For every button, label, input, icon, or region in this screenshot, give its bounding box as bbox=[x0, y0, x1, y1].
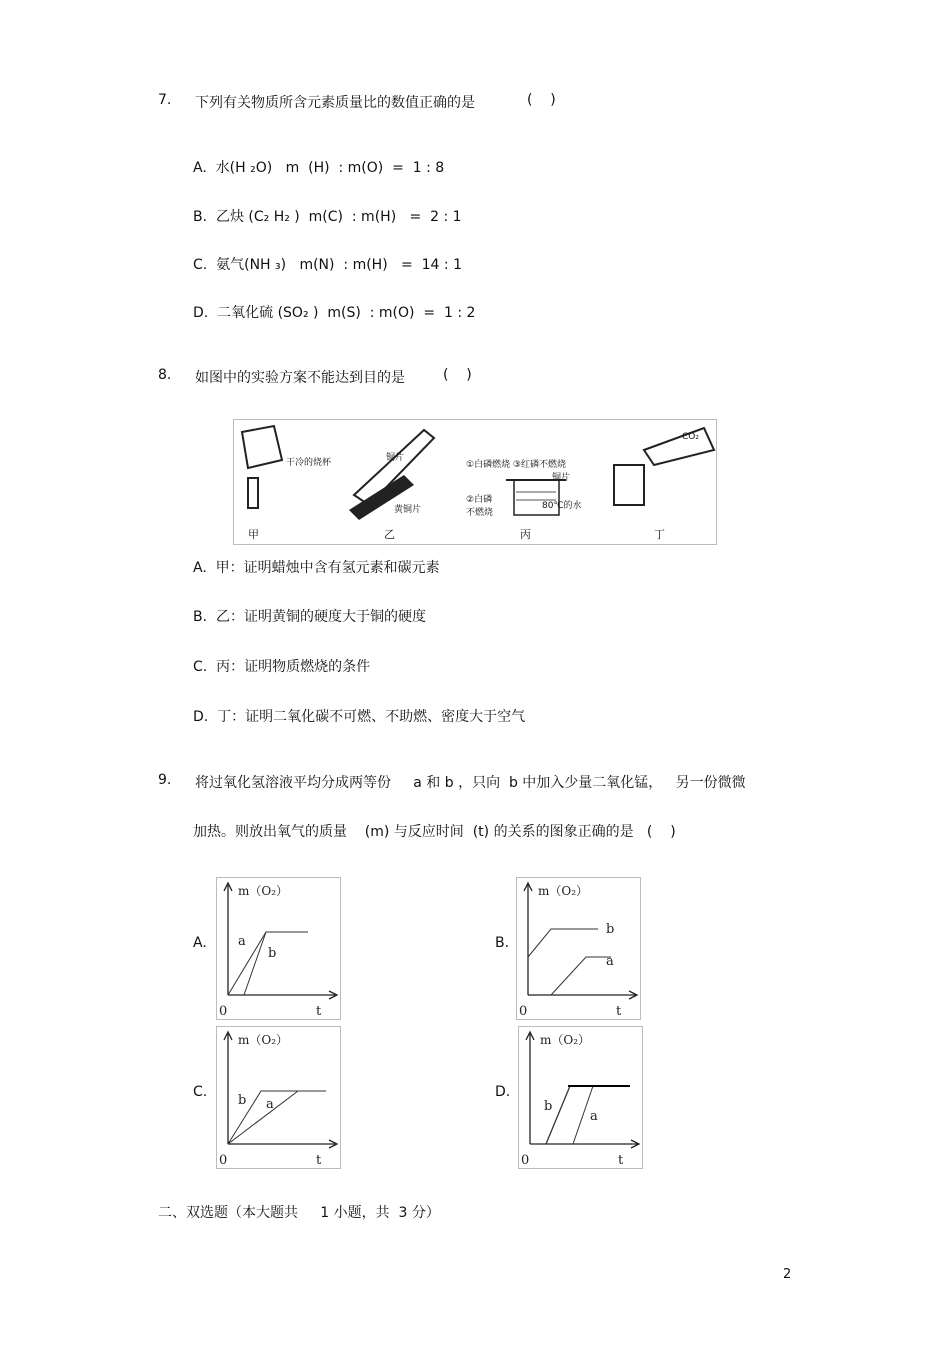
fig-note-co2: CO₂ bbox=[682, 432, 699, 442]
series-label-b: b bbox=[268, 946, 277, 961]
graph-y-label: m（O₂） bbox=[540, 1033, 591, 1047]
q9-graph-c bbox=[216, 1026, 342, 1170]
section-heading: 二、双选题（本大题共 1 小题，共 3 分） bbox=[158, 1205, 440, 1221]
q8-option-d: D. 丁：证明二氧化碳不可燃、不助燃、密度大于空气 bbox=[193, 709, 526, 725]
q9-graph-option-label: C. bbox=[193, 1084, 208, 1100]
series-label-a: a bbox=[238, 934, 246, 949]
x-axis bbox=[228, 1140, 337, 1148]
fig-note-beaker: 干冷的烧杯 bbox=[286, 458, 332, 468]
q9-graph-option-label: D. bbox=[495, 1084, 511, 1100]
graph-origin-label: 0 bbox=[521, 1153, 530, 1168]
q8-option-b: B. 乙：证明黄铜的硬度大于铜的硬度 bbox=[193, 609, 426, 625]
fig-note-copper2: 铜片 bbox=[552, 473, 571, 483]
graph-frame bbox=[217, 878, 341, 1020]
series-label-a: a bbox=[590, 1109, 598, 1124]
series-label-a: a bbox=[606, 954, 614, 969]
q7-option-a: A. 水(H ₂O) m (H) : m(O) = 1 : 8 bbox=[193, 160, 445, 176]
q8-option-c: C. 丙：证明物质燃烧的条件 bbox=[193, 659, 371, 675]
q7-number: 7. bbox=[158, 92, 172, 108]
fig-label-ding: 丁 bbox=[654, 528, 665, 541]
series-label-b: b bbox=[606, 922, 615, 937]
graph-origin-label: 0 bbox=[219, 1004, 228, 1019]
q8-stem: 如图中的实验方案不能达到目的是 bbox=[195, 370, 405, 386]
q9-graph-b bbox=[516, 877, 642, 1021]
y-axis bbox=[524, 883, 532, 995]
fig-note-brass: 黄铜片 bbox=[394, 505, 422, 515]
q7-option-b: B. 乙炔 (C₂ H₂ ) m(C) : m(H) = 2 : 1 bbox=[193, 209, 462, 225]
y-axis bbox=[224, 1032, 232, 1144]
experiment-drawings bbox=[234, 420, 716, 544]
series-line-b bbox=[528, 929, 598, 957]
q9-graph-option-label: B. bbox=[495, 935, 510, 951]
q9-line1: 将过氧化氢溶液平均分成两等份 a 和 b ，只向 b 中加入少量二氧化锰， 另一份微微 bbox=[195, 775, 746, 791]
fig-label-bing: 丙 bbox=[520, 528, 531, 541]
fig-note-water: 80℃的水 bbox=[542, 501, 582, 511]
series-label-b: b bbox=[238, 1093, 247, 1108]
fig-label-yi: 乙 bbox=[384, 528, 395, 541]
q8-option-a: A. 甲：证明蜡烛中含有氢元素和碳元素 bbox=[193, 560, 440, 576]
series-label-a: a bbox=[266, 1097, 274, 1112]
y-axis bbox=[224, 883, 232, 995]
series-line-b bbox=[546, 1086, 630, 1144]
x-axis bbox=[528, 991, 637, 999]
fig-note-white-p: ②白磷 不燃烧 bbox=[466, 495, 494, 518]
fig-note-copper: 铜片 bbox=[386, 453, 405, 463]
q8-number: 8. bbox=[158, 367, 172, 383]
graph-x-label: t bbox=[616, 1004, 622, 1019]
graph-x-label: t bbox=[618, 1153, 624, 1168]
graph-y-label: m（O₂） bbox=[238, 884, 289, 898]
graph-origin-label: 0 bbox=[519, 1004, 528, 1019]
q7-paren: ( ) bbox=[527, 92, 556, 108]
q7-stem: 下列有关物质所含元素质量比的数值正确的是 bbox=[195, 95, 475, 111]
q7-option-d: D. 二氧化硫 (SO₂ ) m(S) : m(O) = 1 : 2 bbox=[193, 305, 476, 321]
q9-line2: 加热。则放出氧气的质量 (m) 与反应时间 (t) 的关系的图象正确的是 ( ) bbox=[193, 824, 676, 840]
q9-graph-d bbox=[518, 1026, 644, 1170]
graph-y-label: m（O₂） bbox=[538, 884, 589, 898]
q7-option-c: C. 氨气(NH ₃) m(N) : m(H) = 14 : 1 bbox=[193, 257, 462, 273]
fig-label-jia: 甲 bbox=[248, 528, 259, 541]
q9-number: 9. bbox=[158, 772, 172, 788]
q9-graph-a bbox=[216, 877, 342, 1021]
fig-note-phosphorus: ①白磷燃烧 ③红磷不燃烧 bbox=[466, 460, 566, 470]
graph-frame bbox=[519, 1027, 643, 1169]
series-label-b: b bbox=[544, 1099, 553, 1114]
graph-y-label: m（O₂） bbox=[238, 1033, 289, 1047]
y-axis bbox=[526, 1032, 534, 1144]
q9-graph-option-label: A. bbox=[193, 935, 207, 951]
graph-x-label: t bbox=[316, 1153, 322, 1168]
page-number: 2 bbox=[783, 1267, 792, 1282]
graph-origin-label: 0 bbox=[219, 1153, 228, 1168]
experiment-figure bbox=[233, 419, 717, 545]
graph-x-label: t bbox=[316, 1004, 322, 1019]
graph-frame bbox=[217, 1027, 341, 1169]
q8-paren: ( ) bbox=[443, 367, 472, 383]
series-line-a bbox=[551, 957, 611, 995]
